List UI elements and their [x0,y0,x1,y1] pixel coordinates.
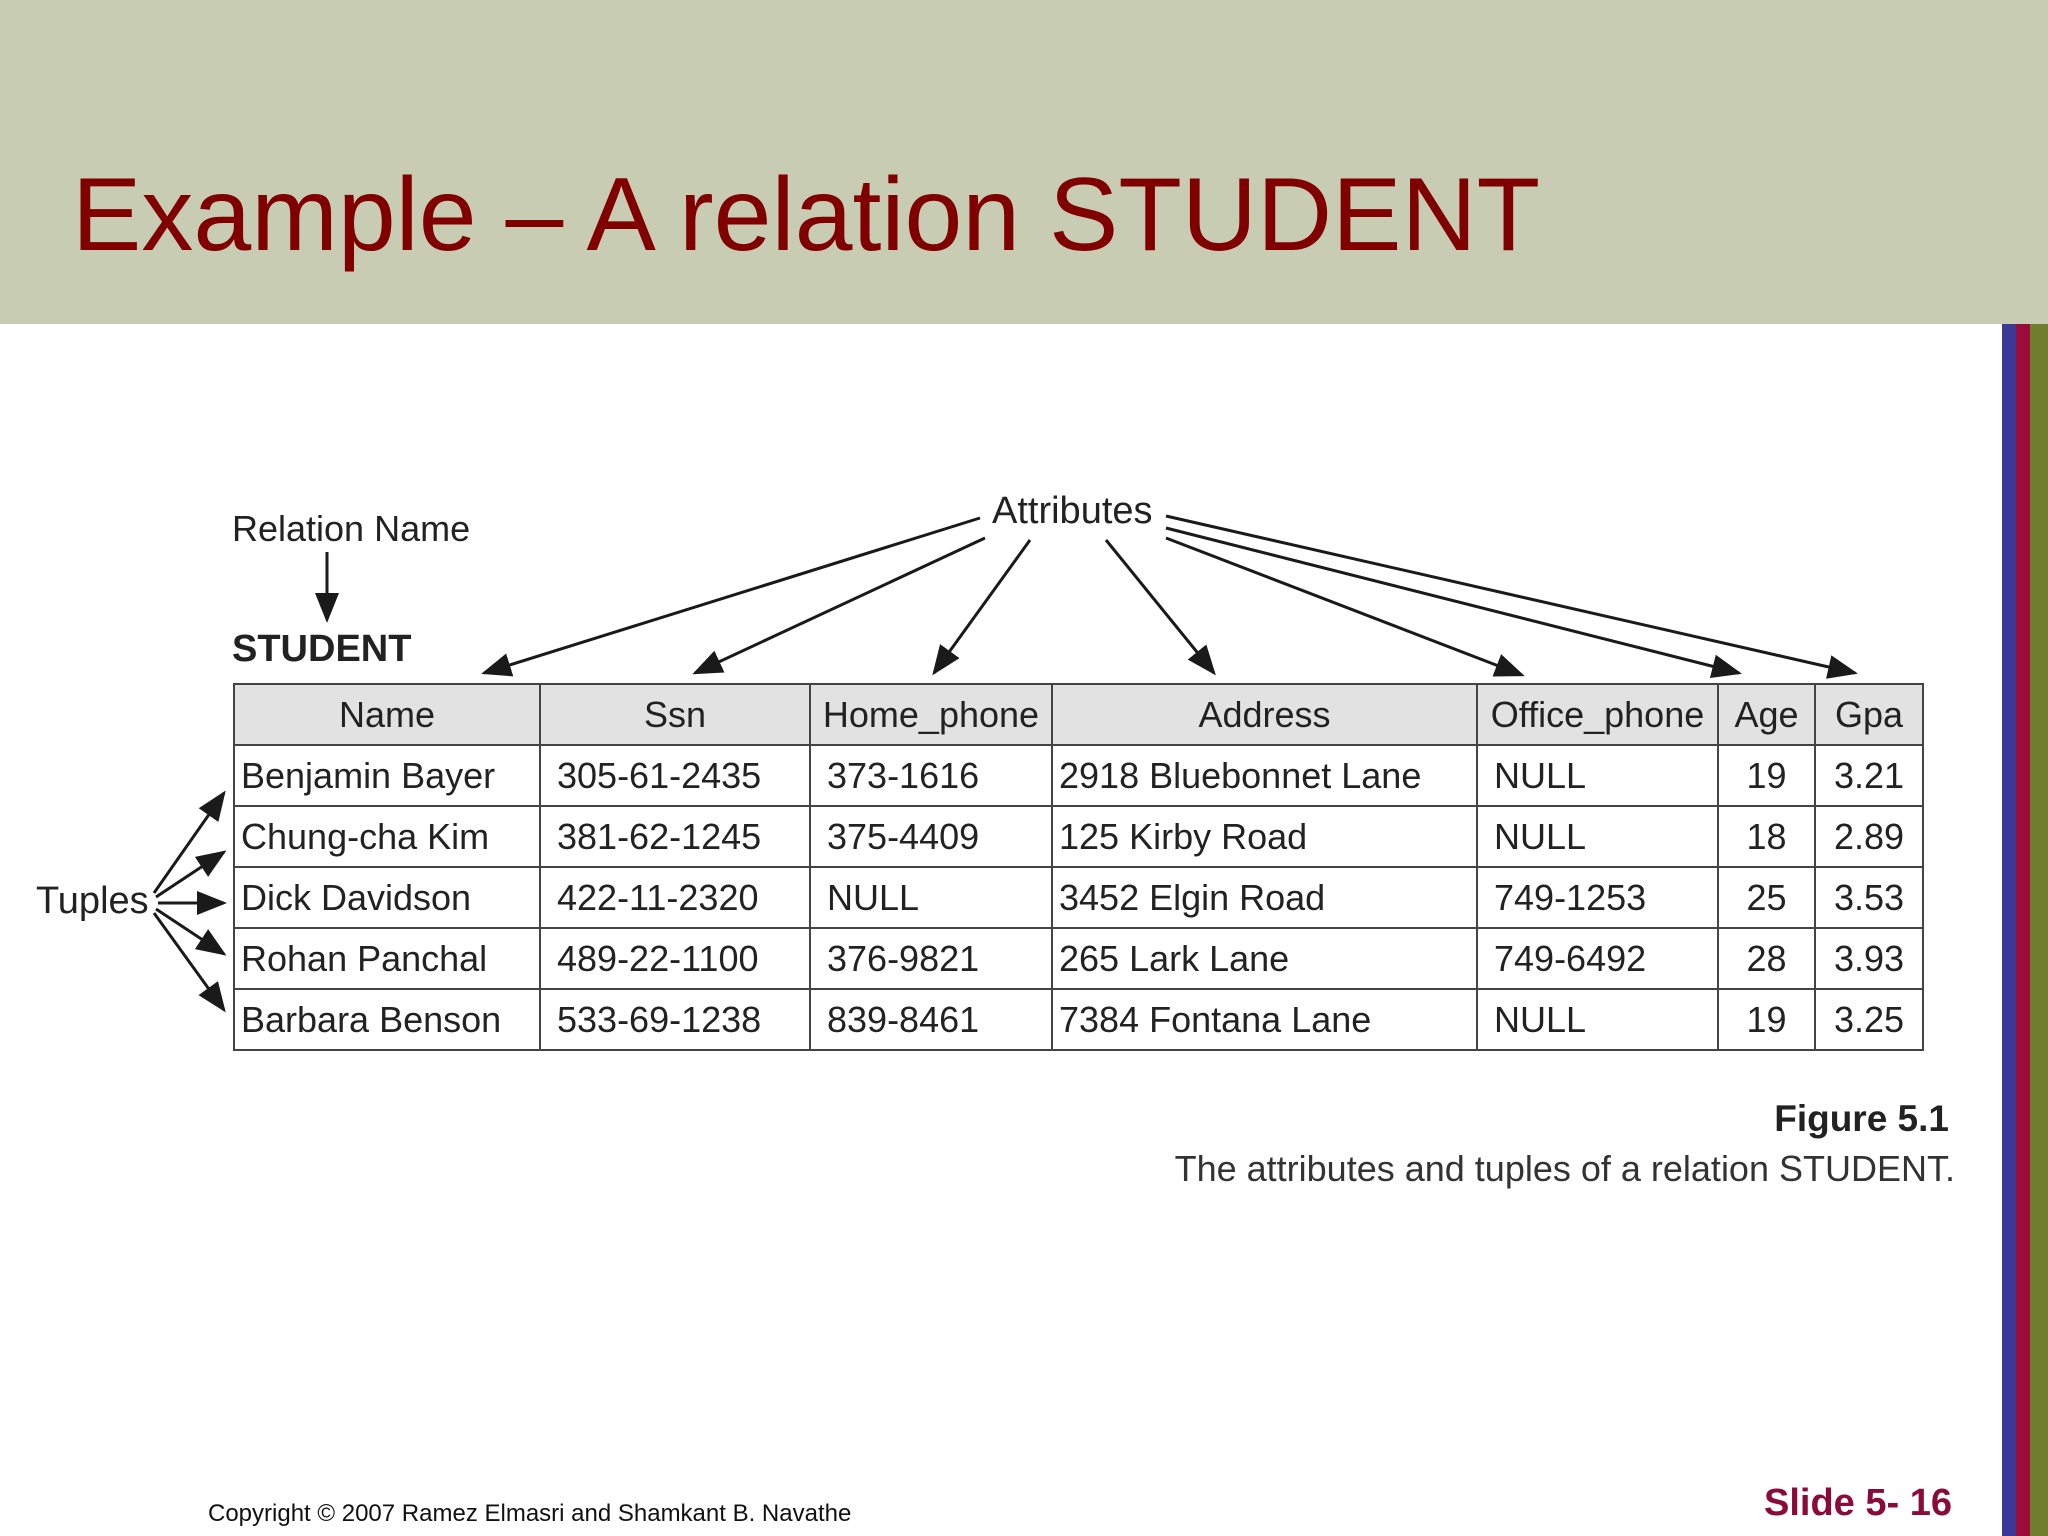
column-header-address: Address [1052,684,1477,745]
cell-office-phone: NULL [1477,745,1718,806]
column-header-ssn: Ssn [540,684,810,745]
figure-caption: The attributes and tuples of a relation STUDENT. [1174,1148,1955,1189]
cell-office-phone: NULL [1477,989,1718,1050]
cell-ssn: 422-11-2320 [540,867,810,928]
arrow-tuple-5 [154,913,224,1010]
cell-gpa: 2.89 [1815,806,1923,867]
arrow-attr-name [484,518,980,673]
cell-gpa: 3.21 [1815,745,1923,806]
cell-ssn: 533-69-1238 [540,989,810,1050]
arrow-attr-gpa [1166,516,1855,673]
column-header-gpa: Gpa [1815,684,1923,745]
relation-name-label: Relation Name [232,508,471,549]
cell-office-phone: 749-1253 [1477,867,1718,928]
student-relation-table [233,683,1924,1051]
slide-title: Example – A relation STUDENT [72,157,1541,273]
arrow-attr-ssn [695,538,985,673]
cell-name: Barbara Benson [234,989,540,1050]
column-header-home-phone: Home_phone [810,684,1052,745]
arrow-attr-address [1106,540,1214,673]
cell-age: 19 [1718,989,1815,1050]
arrow-tuple-1 [154,793,224,893]
cell-home-phone: 376-9821 [810,928,1052,989]
cell-ssn: 489-22-1100 [540,928,810,989]
cell-gpa: 3.93 [1815,928,1923,989]
cell-address: 125 Kirby Road [1052,806,1477,867]
table-row [234,928,1923,989]
table-header-row [234,684,1923,745]
cell-name: Benjamin Bayer [234,745,540,806]
cell-home-phone: 373-1616 [810,745,1052,806]
cell-gpa: 3.53 [1815,867,1923,928]
cell-ssn: 381-62-1245 [540,806,810,867]
cell-ssn: 305-61-2435 [540,745,810,806]
figure-number: Figure 5.1 [1774,1098,1949,1139]
cell-address: 265 Lark Lane [1052,928,1477,989]
table-row [234,989,1923,1050]
relation-name-student: STUDENT [232,628,412,670]
arrow-attr-office-phone [1166,538,1522,675]
arrow-attr-age [1166,528,1739,673]
cell-name: Chung-cha Kim [234,806,540,867]
attributes-label: Attributes [992,490,1153,532]
column-header-name: Name [234,684,540,745]
cell-office-phone: NULL [1477,806,1718,867]
cell-home-phone: NULL [810,867,1052,928]
column-header-office-phone: Office_phone [1477,684,1718,745]
table-row [234,867,1923,928]
cell-age: 25 [1718,867,1815,928]
column-header-age: Age [1718,684,1815,745]
cell-age: 28 [1718,928,1815,989]
cell-gpa: 3.25 [1815,989,1923,1050]
table-row [234,745,1923,806]
cell-home-phone: 839-8461 [810,989,1052,1050]
cell-age: 18 [1718,806,1815,867]
cell-address: 3452 Elgin Road [1052,867,1477,928]
cell-address: 7384 Fontana Lane [1052,989,1477,1050]
cell-office-phone: 749-6492 [1477,928,1718,989]
cell-home-phone: 375-4409 [810,806,1052,867]
cell-name: Dick Davidson [234,867,540,928]
table-row [234,806,1923,867]
cell-name: Rohan Panchal [234,928,540,989]
arrow-attr-home-phone [934,540,1030,673]
cell-address: 2918 Bluebonnet Lane [1052,745,1477,806]
cell-age: 19 [1718,745,1815,806]
copyright-notice: Copyright © 2007 Ramez Elmasri and Shamkant B. Navathe [208,1500,852,1527]
slide-number: Slide 5- 16 [1764,1482,1952,1524]
tuples-label: Tuples [36,880,149,922]
